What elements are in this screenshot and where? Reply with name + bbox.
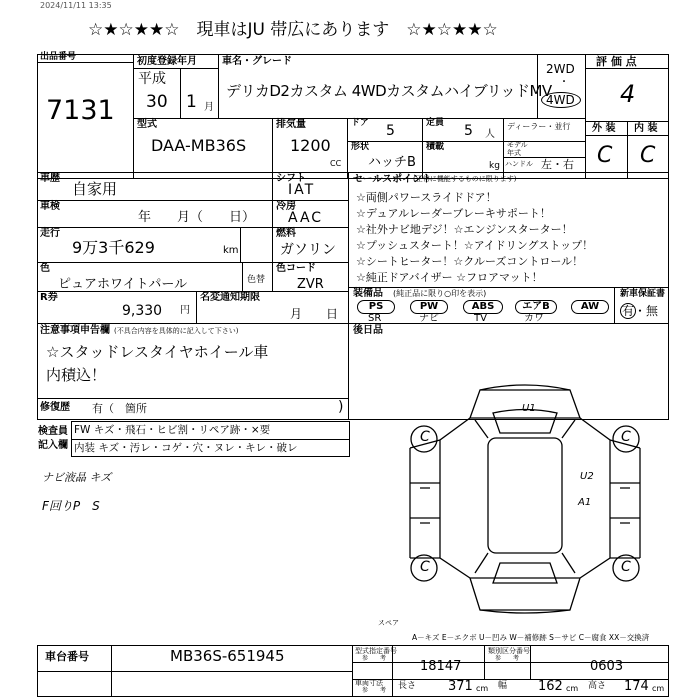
sales-point-1: ☆両側パワースライドドア！	[356, 191, 497, 204]
equipment-aw: AW	[571, 300, 609, 314]
body-type-value: ハッチB	[368, 155, 416, 170]
notes-text-2: 内積込！	[46, 366, 107, 384]
score-value: 4	[620, 80, 636, 108]
car-name: デリカD2カスタム 4WDカスタムハイブリッドMV	[226, 82, 552, 100]
equipment-sr: SR	[368, 313, 382, 324]
capacity-value: 5	[464, 123, 473, 139]
model-label: 型式	[137, 119, 157, 130]
spare-label: スペア	[378, 619, 399, 627]
location-banner: ☆★☆★★☆ 現車はJU 帯広にあります ☆★☆★★☆	[88, 20, 498, 40]
steering-value: 左・右	[541, 158, 574, 171]
damage-mark-wheel-rr: C	[621, 559, 631, 575]
color-code-label: 色コード	[276, 263, 316, 274]
equipment-label: 装備品	[353, 288, 383, 299]
lot-label: 出品番号	[40, 52, 77, 62]
capacity-label: 定員	[426, 118, 445, 128]
name-change-label: 名変通知期限	[200, 292, 260, 303]
model-value: DAA-MB36S	[151, 136, 247, 155]
type-no-label: 型式指定番号	[355, 647, 397, 655]
damage-mark-wheel-rl: C	[420, 559, 430, 575]
equipment-airbag: エアB	[515, 300, 557, 314]
length-value: 371	[448, 679, 473, 694]
new-warranty-value: 有・無	[622, 304, 659, 318]
timestamp: 2024/11/11 13:35	[40, 1, 112, 10]
registration-month: 1	[186, 92, 197, 112]
aircon-label: 冷房	[276, 201, 296, 212]
car-damage-diagram	[400, 378, 650, 618]
notes-label: 注意事項申告欄	[40, 325, 110, 336]
width-value: 162	[538, 679, 563, 694]
doors-label: ドア	[351, 118, 369, 128]
damage-mark-u2: U2	[580, 471, 594, 482]
car-roof	[488, 438, 562, 553]
recycle-value: 9,330	[122, 303, 163, 319]
new-warranty-label: 新車保証書	[620, 289, 666, 299]
registration-label: 初度登録年月	[137, 56, 197, 67]
drive-4wd: 4WD	[546, 93, 575, 107]
color-code-value: ZVR	[297, 277, 324, 292]
inspector-label-2: 記入欄	[38, 440, 68, 451]
damage-mark-u1: U1	[522, 403, 536, 414]
name-change-value: 月 日	[290, 307, 339, 321]
damage-legend: A－キズ E－エクボ U－凹み W－補修跡 S－サビ C－腐食 XX－交換済	[412, 633, 650, 642]
dims-label: 車両寸法	[355, 679, 383, 687]
equipment-tv: TV	[474, 313, 487, 324]
registration-year: 30	[146, 92, 168, 112]
lot-number: 7131	[46, 95, 115, 126]
sales-points-label: セールスポイント	[353, 174, 433, 185]
class-no-label: 類別区分番号	[488, 647, 530, 655]
equipment-ps: PS	[357, 300, 395, 314]
drive-2wd: 2WD	[546, 62, 575, 76]
steering-label: ハンドル	[505, 160, 533, 168]
repair-label: 修復歴	[40, 402, 70, 413]
color-value: ピュアホワイトパール	[58, 277, 188, 292]
score-label: 評 価 点	[596, 55, 637, 68]
height-value: 174	[624, 679, 649, 694]
body-type-label: 形状	[351, 142, 370, 152]
fuel-value: ガソリン	[280, 242, 336, 258]
doors-value: 5	[386, 123, 395, 139]
color-label: 色	[40, 263, 50, 274]
inspector-row-1: FW キズ・飛石・ヒビ割・リペア跡・×要	[74, 424, 271, 436]
sales-point-2: ☆デュアルレーダーブレーキサポート！	[356, 207, 551, 220]
equipment-navi: ナビ	[419, 313, 439, 324]
notes-text-1: ☆スタッドレスタイヤホイール車	[46, 343, 269, 361]
sales-point-6: ☆純正ドアバイザー ☆フロアマット！	[356, 271, 543, 284]
load-label: 積載	[426, 142, 445, 152]
damage-mark-a1: A1	[578, 497, 592, 508]
aircon-value: AAC	[288, 210, 324, 226]
chassis-label: 車台番号	[45, 650, 89, 663]
handwritten-note-2: F回りP S	[42, 499, 100, 513]
equipment-leather: カワ	[524, 313, 544, 324]
class-no-value: 0603	[590, 659, 624, 674]
interior-label: 内 装	[634, 123, 658, 134]
equipment-abs: ABS	[463, 300, 503, 314]
sales-point-3: ☆社外ナビ地デジ！☆エンジンスターター！	[356, 223, 573, 236]
damage-mark-wheel-fr: C	[621, 429, 631, 445]
displacement-label: 排気量	[276, 119, 306, 130]
damage-mark-wheel-fl: C	[420, 429, 430, 445]
shift-label: シフト	[276, 173, 306, 184]
displacement-value: 1200	[290, 136, 331, 155]
mileage-value: 9万3千629	[72, 238, 155, 257]
fuel-label: 燃料	[276, 228, 296, 239]
after-install-label: 後日品	[353, 325, 383, 336]
repair-value: 有（ 箇所	[92, 402, 147, 415]
exterior-label: 外 装	[592, 123, 616, 134]
inspector-label-1: 検査員	[38, 426, 68, 437]
car-name-label: 車名・グレード	[222, 56, 292, 67]
sales-point-4: ☆プッシュスタート！☆アイドリングストップ！	[356, 239, 594, 252]
equipment-pw: PW	[410, 300, 448, 314]
inspector-row-2: 内装 キズ・汚レ・コゲ・穴・ヌレ・キレ・破レ	[74, 442, 298, 454]
recycle-label: R券	[40, 292, 58, 303]
history-label: 車歴	[40, 173, 60, 184]
registration-era: 平成	[138, 71, 166, 87]
mileage-label: 走行	[40, 228, 60, 239]
chassis-value: MB36S-651945	[170, 647, 285, 665]
shift-value: IAT	[288, 182, 316, 198]
sales-point-5: ☆シートヒーター！☆クルーズコントロール！	[356, 255, 584, 268]
dealer-label: ディーラー・並行	[507, 122, 571, 131]
type-no-value: 18147	[420, 659, 462, 674]
inspection-label: 車検	[40, 201, 60, 212]
exterior-value: C	[597, 143, 613, 168]
history-value: 自家用	[72, 180, 118, 198]
interior-value: C	[640, 143, 656, 168]
handwritten-note-1: ナビ液晶 キズ	[42, 471, 112, 484]
inspection-value: 年 月（ 日）	[138, 210, 256, 225]
